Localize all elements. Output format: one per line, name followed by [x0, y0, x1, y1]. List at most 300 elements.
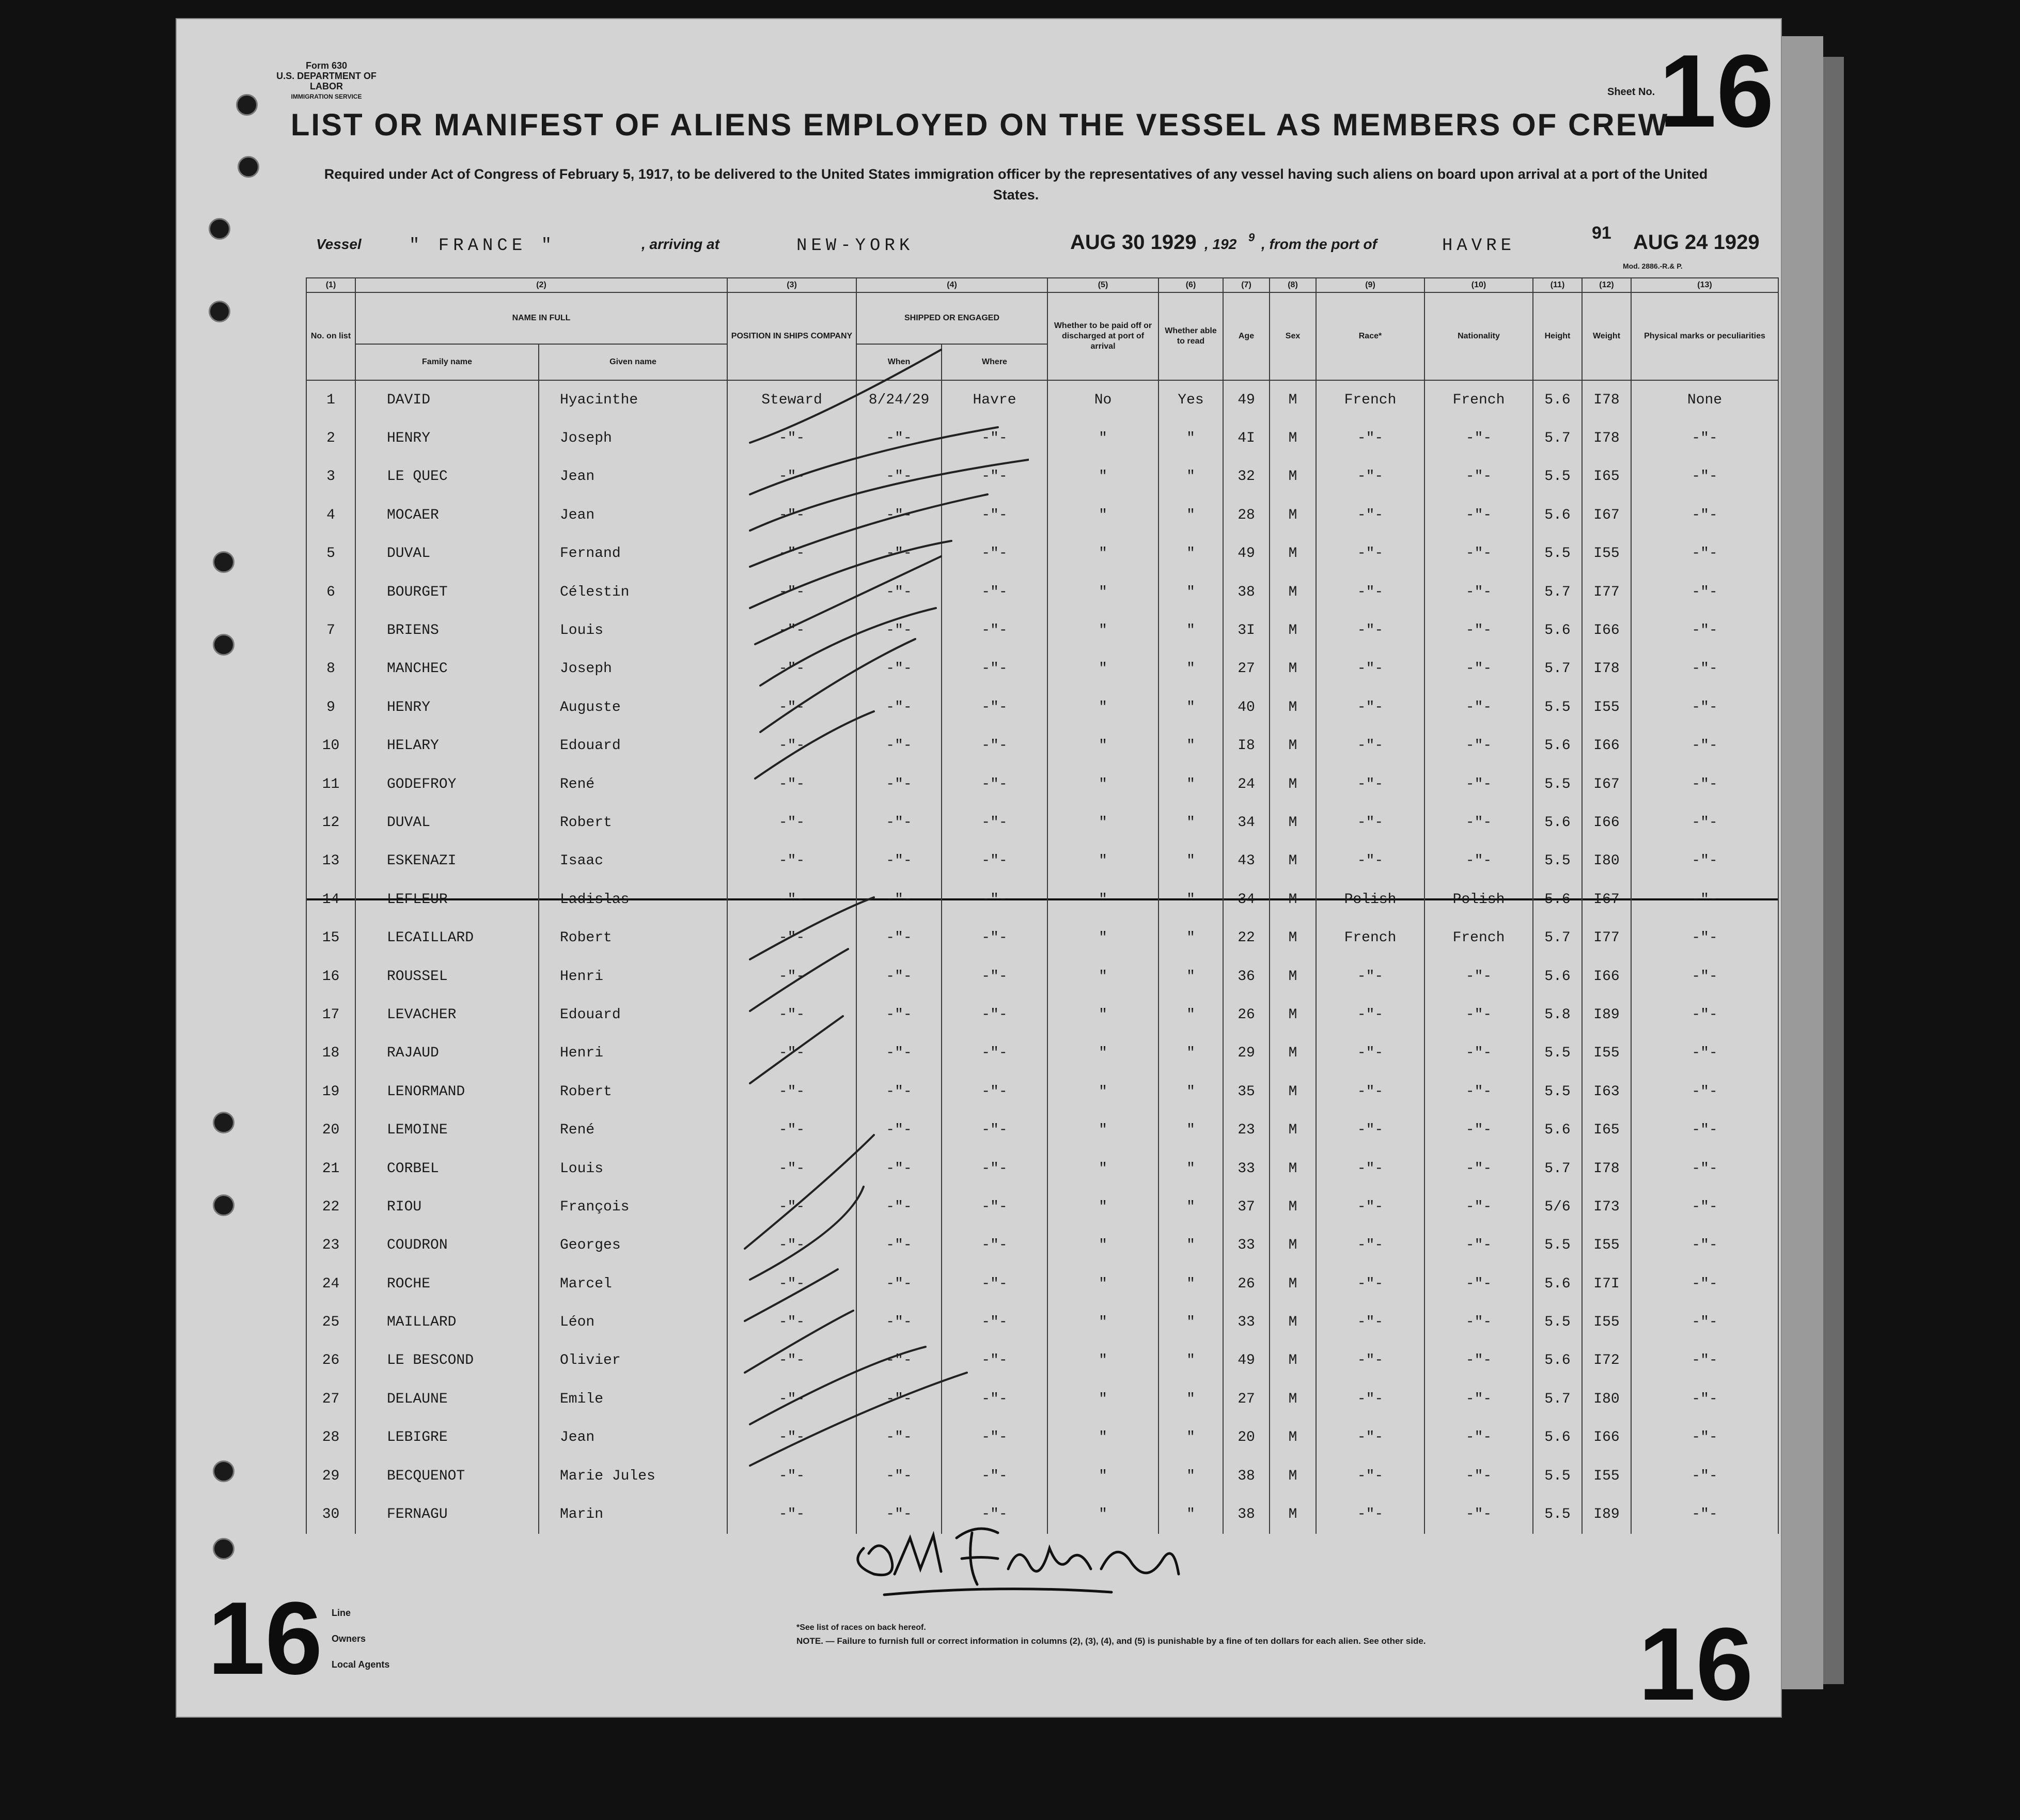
table-row: [306, 842, 1778, 880]
cell-paid: ": [1047, 573, 1158, 611]
cell-where: -"-: [942, 880, 1047, 919]
cell-height: 5.6: [1533, 496, 1582, 534]
cell-given: Joseph: [539, 650, 727, 688]
cell-where: -"-: [942, 458, 1047, 496]
stacked-page-edges: [1782, 36, 1823, 1689]
table-row: [306, 1303, 1778, 1341]
cell-weight: I67: [1582, 880, 1631, 919]
cell-when: -"-: [856, 1495, 942, 1533]
cell-family: BOURGET: [355, 573, 539, 611]
cell-nationality: -"-: [1424, 765, 1533, 803]
cell-age: 38: [1223, 1495, 1270, 1533]
cell-weight: I55: [1582, 688, 1631, 726]
cell-where: -"-: [942, 611, 1047, 649]
cell-read: ": [1158, 765, 1223, 803]
cell-sex: M: [1270, 1380, 1316, 1418]
cell-race: -"-: [1316, 650, 1424, 688]
cell-position: -"-: [727, 1265, 856, 1303]
cell-marks: None: [1631, 380, 1778, 419]
cell-given: Edouard: [539, 727, 727, 765]
cell-race: -"-: [1316, 1419, 1424, 1457]
col-num: (7): [1223, 278, 1270, 292]
cell-height: 5.5: [1533, 1495, 1582, 1533]
cell-read: ": [1158, 419, 1223, 457]
cell-nationality: -"-: [1424, 1495, 1533, 1533]
cell-where: -"-: [942, 1380, 1047, 1418]
cell-race: -"-: [1316, 419, 1424, 457]
cell-position: -"-: [727, 1342, 856, 1380]
cell-age: 27: [1223, 1380, 1270, 1418]
cell-read: ": [1158, 957, 1223, 995]
cell-read: ": [1158, 1342, 1223, 1380]
cell-family: MAILLARD: [355, 1303, 539, 1341]
sheet-number-bottom-right: 16: [1638, 1607, 1753, 1722]
cell-read: ": [1158, 842, 1223, 880]
cell-family: LENORMAND: [355, 1072, 539, 1111]
cell-sex: M: [1270, 880, 1316, 919]
cell-height: 5.6: [1533, 611, 1582, 649]
cell-family: CORBEL: [355, 1149, 539, 1188]
binder-hole: [209, 218, 230, 240]
year-label: , 192: [1204, 236, 1237, 252]
col-num: (8): [1270, 278, 1316, 292]
cell-paid: ": [1047, 842, 1158, 880]
cell-when: -"-: [856, 995, 942, 1034]
cell-given: Emile: [539, 1380, 727, 1418]
cell-height: 5.6: [1533, 1342, 1582, 1380]
cell-height: 5.5: [1533, 842, 1582, 880]
table-row: [306, 957, 1778, 995]
table-row: [306, 727, 1778, 765]
table-row: [306, 803, 1778, 842]
cell-when: -"-: [856, 688, 942, 726]
cell-when: -"-: [856, 803, 942, 842]
sheet-number-bottom-left: 16: [208, 1581, 323, 1696]
col-num: (2): [355, 278, 727, 292]
cell-sex: M: [1270, 650, 1316, 688]
cell-weight: I80: [1582, 842, 1631, 880]
table-row: [306, 573, 1778, 611]
table-row: [306, 535, 1778, 573]
cell-weight: I89: [1582, 995, 1631, 1034]
cell-position: -"-: [727, 842, 856, 880]
cell-position: -"-: [727, 880, 856, 919]
cell-sex: M: [1270, 419, 1316, 457]
cell-age: 20: [1223, 1419, 1270, 1457]
cell-paid: ": [1047, 458, 1158, 496]
cell-sex: M: [1270, 496, 1316, 534]
cell-given: Henri: [539, 1034, 727, 1072]
cell-paid: ": [1047, 1303, 1158, 1341]
cell-family: DELAUNE: [355, 1380, 539, 1418]
cell-read: ": [1158, 880, 1223, 919]
header-sex: Sex: [1270, 292, 1316, 380]
arriving-port: NEW-YORK: [796, 236, 914, 256]
cell-age: 33: [1223, 1149, 1270, 1188]
cell-given: Joseph: [539, 419, 727, 457]
cell-family: COUDRON: [355, 1226, 539, 1265]
cell-read: ": [1158, 1111, 1223, 1149]
cell-paid: ": [1047, 1034, 1158, 1072]
cell-sex: M: [1270, 1457, 1316, 1495]
cell-age: 33: [1223, 1303, 1270, 1341]
cell-marks: -"-: [1631, 573, 1778, 611]
cell-race: -"-: [1316, 1457, 1424, 1495]
header-height: Height: [1533, 292, 1582, 380]
cell-where: -"-: [942, 957, 1047, 995]
cell-paid: ": [1047, 1495, 1158, 1533]
cell-where: -"-: [942, 1303, 1047, 1341]
table-row: [306, 1226, 1778, 1265]
cell-sex: M: [1270, 573, 1316, 611]
cell-nationality: -"-: [1424, 1111, 1533, 1149]
cell-weight: I65: [1582, 1111, 1631, 1149]
cell-position: -"-: [727, 458, 856, 496]
year-suffix: 9: [1248, 231, 1255, 244]
cell-family: DUVAL: [355, 535, 539, 573]
cell-weight: I67: [1582, 496, 1631, 534]
cell-paid: ": [1047, 496, 1158, 534]
handwritten-check-strokes: [719, 339, 1029, 1528]
cell-read: ": [1158, 1265, 1223, 1303]
cell-weight: I55: [1582, 1303, 1631, 1341]
cell-weight: I55: [1582, 1226, 1631, 1265]
cell-height: 5.5: [1533, 535, 1582, 573]
cell-where: -"-: [942, 995, 1047, 1034]
cell-weight: I78: [1582, 419, 1631, 457]
cell-height: 5.5: [1533, 688, 1582, 726]
header-physical-marks: Physical marks or peculiarities: [1631, 292, 1778, 380]
cell-where: -"-: [942, 1072, 1047, 1111]
cell-given: Hyacinthe: [539, 380, 727, 419]
mod-number: Mod. 2886.-R.& P.: [1623, 262, 1683, 270]
document-subtitle: Required under Act of Congress of February 5, 1917, to be delivered to the United States immigration officer by the representatives of any vessel having such aliens on board upon arrival at a port of the United States.: [324, 166, 1708, 203]
header-able-to-read: Whether able to read: [1158, 292, 1223, 380]
cell-given: Jean: [539, 458, 727, 496]
cell-marks: -"-: [1631, 1380, 1778, 1418]
col-num: (5): [1047, 278, 1158, 292]
cell-no: 1: [306, 380, 355, 419]
header-weight: Weight: [1582, 292, 1631, 380]
cell-family: BRIENS: [355, 611, 539, 649]
cell-when: -"-: [856, 1034, 942, 1072]
cell-where: -"-: [942, 919, 1047, 957]
cell-race: French: [1316, 380, 1424, 419]
cell-height: 5.7: [1533, 1380, 1582, 1418]
cell-family: GODEFROY: [355, 765, 539, 803]
cell-height: 5.6: [1533, 1111, 1582, 1149]
sheet-number-top: 16: [1659, 34, 1774, 149]
cell-paid: ": [1047, 419, 1158, 457]
header-no-on-list: No. on list: [306, 292, 355, 380]
cell-when: -"-: [856, 573, 942, 611]
cell-where: Havre: [942, 380, 1047, 419]
cell-height: 5.5: [1533, 1303, 1582, 1341]
cell-weight: I78: [1582, 650, 1631, 688]
cell-height: 5.7: [1533, 419, 1582, 457]
cell-nationality: -"-: [1424, 1072, 1533, 1111]
cell-sex: M: [1270, 1188, 1316, 1226]
document-title: LIST OR MANIFEST OF ALIENS EMPLOYED ON THE VESSEL AS MEMBERS OF CREW: [290, 107, 1669, 142]
table-row: [306, 380, 1778, 419]
cell-position: -"-: [727, 727, 856, 765]
cell-marks: -"-: [1631, 880, 1778, 919]
cell-read: ": [1158, 1303, 1223, 1341]
table-row: [306, 1072, 1778, 1111]
cell-no: 16: [306, 957, 355, 995]
table-row: [306, 880, 1778, 919]
cell-no: 20: [306, 1111, 355, 1149]
header-nationality: Nationality: [1424, 292, 1533, 380]
cell-family: LEBIGRE: [355, 1419, 539, 1457]
cell-age: 3I: [1223, 611, 1270, 649]
cell-when: -"-: [856, 611, 942, 649]
cell-where: -"-: [942, 1265, 1047, 1303]
cell-nationality: -"-: [1424, 688, 1533, 726]
cell-read: ": [1158, 1149, 1223, 1188]
table-row: [306, 1188, 1778, 1226]
cell-height: 5.6: [1533, 727, 1582, 765]
cell-position: -"-: [727, 1149, 856, 1188]
table-row: [306, 650, 1778, 688]
cell-position: -"-: [727, 688, 856, 726]
cell-position: -"-: [727, 573, 856, 611]
cell-marks: -"-: [1631, 995, 1778, 1034]
cell-where: -"-: [942, 1342, 1047, 1380]
cell-sex: M: [1270, 1303, 1316, 1341]
cell-when: -"-: [856, 458, 942, 496]
cell-no: 6: [306, 573, 355, 611]
cell-sex: M: [1270, 1342, 1316, 1380]
cell-sex: M: [1270, 458, 1316, 496]
cell-age: 36: [1223, 957, 1270, 995]
cell-nationality: Polish: [1424, 880, 1533, 919]
cell-nationality: -"-: [1424, 535, 1533, 573]
cell-when: -"-: [856, 1072, 942, 1111]
cell-family: LEMOINE: [355, 1111, 539, 1149]
col-num: (3): [727, 278, 856, 292]
cell-read: ": [1158, 1034, 1223, 1072]
cell-no: 26: [306, 1342, 355, 1380]
cell-sex: M: [1270, 727, 1316, 765]
header-when: When: [856, 344, 942, 380]
form-service: IMMIGRATION SERVICE: [291, 93, 362, 100]
cell-weight: I72: [1582, 1342, 1631, 1380]
cell-weight: I67: [1582, 765, 1631, 803]
cell-given: Ladislas: [539, 880, 727, 919]
cell-nationality: -"-: [1424, 1188, 1533, 1226]
cell-family: ROCHE: [355, 1265, 539, 1303]
cell-no: 23: [306, 1226, 355, 1265]
cell-paid: ": [1047, 1226, 1158, 1265]
cell-position: -"-: [727, 957, 856, 995]
cell-weight: I89: [1582, 1495, 1631, 1533]
cell-no: 25: [306, 1303, 355, 1341]
cell-sex: M: [1270, 765, 1316, 803]
cell-no: 2: [306, 419, 355, 457]
cell-nationality: -"-: [1424, 1303, 1533, 1341]
binder-hole: [213, 634, 234, 656]
cell-age: 27: [1223, 650, 1270, 688]
cell-family: HENRY: [355, 419, 539, 457]
cell-no: 15: [306, 919, 355, 957]
cell-height: 5.6: [1533, 803, 1582, 842]
cell-age: 28: [1223, 496, 1270, 534]
cell-height: 5.6: [1533, 1265, 1582, 1303]
cell-marks: -"-: [1631, 1226, 1778, 1265]
col-num: (12): [1582, 278, 1631, 292]
cell-weight: I63: [1582, 1072, 1631, 1111]
cell-given: Georges: [539, 1226, 727, 1265]
cell-weight: I66: [1582, 1419, 1631, 1457]
cell-paid: ": [1047, 1457, 1158, 1495]
cell-no: 9: [306, 688, 355, 726]
binder-hole: [213, 551, 234, 573]
cell-marks: -"-: [1631, 496, 1778, 534]
cell-no: 3: [306, 458, 355, 496]
cell-given: Fernand: [539, 535, 727, 573]
cell-race: -"-: [1316, 1303, 1424, 1341]
header-where: Where: [942, 344, 1047, 380]
cell-nationality: -"-: [1424, 419, 1533, 457]
cell-paid: ": [1047, 995, 1158, 1034]
cell-position: -"-: [727, 535, 856, 573]
cell-position: -"-: [727, 496, 856, 534]
cell-read: ": [1158, 458, 1223, 496]
cell-nationality: -"-: [1424, 611, 1533, 649]
cell-age: I8: [1223, 727, 1270, 765]
binder-hole: [213, 1538, 234, 1560]
cell-height: 5.7: [1533, 919, 1582, 957]
table-row: [306, 1419, 1778, 1457]
cell-where: -"-: [942, 765, 1047, 803]
col-num: (6): [1158, 278, 1223, 292]
cell-family: DUVAL: [355, 803, 539, 842]
cell-race: -"-: [1316, 803, 1424, 842]
cell-when: -"-: [856, 1303, 942, 1341]
cell-age: 49: [1223, 535, 1270, 573]
cell-marks: -"-: [1631, 1111, 1778, 1149]
cell-read: ": [1158, 995, 1223, 1034]
cell-weight: I55: [1582, 1457, 1631, 1495]
cell-sex: M: [1270, 688, 1316, 726]
col-num: (9): [1316, 278, 1424, 292]
cell-position: -"-: [727, 650, 856, 688]
cell-paid: ": [1047, 1342, 1158, 1380]
cell-height: 5.5: [1533, 1034, 1582, 1072]
cell-where: -"-: [942, 1226, 1047, 1265]
cell-read: ": [1158, 919, 1223, 957]
cell-sex: M: [1270, 1034, 1316, 1072]
footer-races-note: *See list of races on back hereof.: [796, 1623, 926, 1632]
cell-weight: I80: [1582, 1380, 1631, 1418]
table-row: [306, 1380, 1778, 1418]
col-num: (4): [856, 278, 1047, 292]
manifest-sheet: [176, 18, 1782, 1722]
cell-family: MANCHEC: [355, 650, 539, 688]
cell-where: -"-: [942, 803, 1047, 842]
cell-family: LEVACHER: [355, 995, 539, 1034]
cell-no: 30: [306, 1495, 355, 1533]
cell-position: -"-: [727, 1111, 856, 1149]
cell-given: Léon: [539, 1303, 727, 1341]
cell-race: -"-: [1316, 1342, 1424, 1380]
cell-age: 4I: [1223, 419, 1270, 457]
cell-marks: -"-: [1631, 1457, 1778, 1495]
cell-given: Jean: [539, 496, 727, 534]
cell-race: -"-: [1316, 688, 1424, 726]
cell-no: 13: [306, 842, 355, 880]
header-name-in-full: NAME IN FULL: [355, 292, 727, 344]
cell-sex: M: [1270, 957, 1316, 995]
cell-sex: M: [1270, 1111, 1316, 1149]
cell-no: 27: [306, 1380, 355, 1418]
cell-paid: ": [1047, 919, 1158, 957]
cell-given: Célestin: [539, 573, 727, 611]
cell-marks: -"-: [1631, 1072, 1778, 1111]
cell-given: Henri: [539, 957, 727, 995]
footer-note: NOTE. — Failure to furnish full or correct information in columns (2), (3), (4), and (5) is punishable by a fine of ten dollars for each alien. See other side.: [796, 1636, 1426, 1646]
cell-height: 5.5: [1533, 1457, 1582, 1495]
cell-age: 34: [1223, 803, 1270, 842]
cell-nationality: -"-: [1424, 650, 1533, 688]
cell-position: -"-: [727, 1072, 856, 1111]
cell-marks: -"-: [1631, 1303, 1778, 1341]
cell-when: -"-: [856, 880, 942, 919]
cell-race: -"-: [1316, 1226, 1424, 1265]
cell-weight: I77: [1582, 919, 1631, 957]
cell-no: 24: [306, 1265, 355, 1303]
cell-given: Isaac: [539, 842, 727, 880]
cell-weight: I73: [1582, 1188, 1631, 1226]
cell-height: 5.6: [1533, 957, 1582, 995]
cell-family: MOCAER: [355, 496, 539, 534]
cell-when: -"-: [856, 919, 942, 957]
cell-given: Louis: [539, 1149, 727, 1188]
cell-where: -"-: [942, 1188, 1047, 1226]
cell-where: -"-: [942, 1419, 1047, 1457]
cell-when: -"-: [856, 650, 942, 688]
cell-position: -"-: [727, 1457, 856, 1495]
cell-sex: M: [1270, 803, 1316, 842]
cell-family: HENRY: [355, 688, 539, 726]
cell-height: 5.6: [1533, 880, 1582, 919]
cell-marks: -"-: [1631, 1149, 1778, 1188]
cell-age: 40: [1223, 688, 1270, 726]
cell-position: -"-: [727, 1034, 856, 1072]
cell-age: 24: [1223, 765, 1270, 803]
binder-hole: [213, 1460, 234, 1482]
cell-marks: -"-: [1631, 957, 1778, 995]
cell-age: 29: [1223, 1034, 1270, 1072]
cell-given: Auguste: [539, 688, 727, 726]
header-paid-off: Whether to be paid off or discharged at port of arrival: [1047, 292, 1158, 380]
cell-sex: M: [1270, 1265, 1316, 1303]
table-row: [306, 688, 1778, 726]
form-department: U.S. DEPARTMENT OF LABOR: [276, 71, 377, 91]
cell-sex: M: [1270, 1226, 1316, 1265]
cell-weight: I55: [1582, 535, 1631, 573]
cell-read: ": [1158, 688, 1223, 726]
cell-sex: M: [1270, 1495, 1316, 1533]
cell-race: -"-: [1316, 1495, 1424, 1533]
cell-when: -"-: [856, 842, 942, 880]
cell-read: Yes: [1158, 380, 1223, 419]
cell-given: François: [539, 1188, 727, 1226]
table-row: [306, 1265, 1778, 1303]
binder-hole: [213, 1194, 234, 1216]
table-row: [306, 1457, 1778, 1495]
